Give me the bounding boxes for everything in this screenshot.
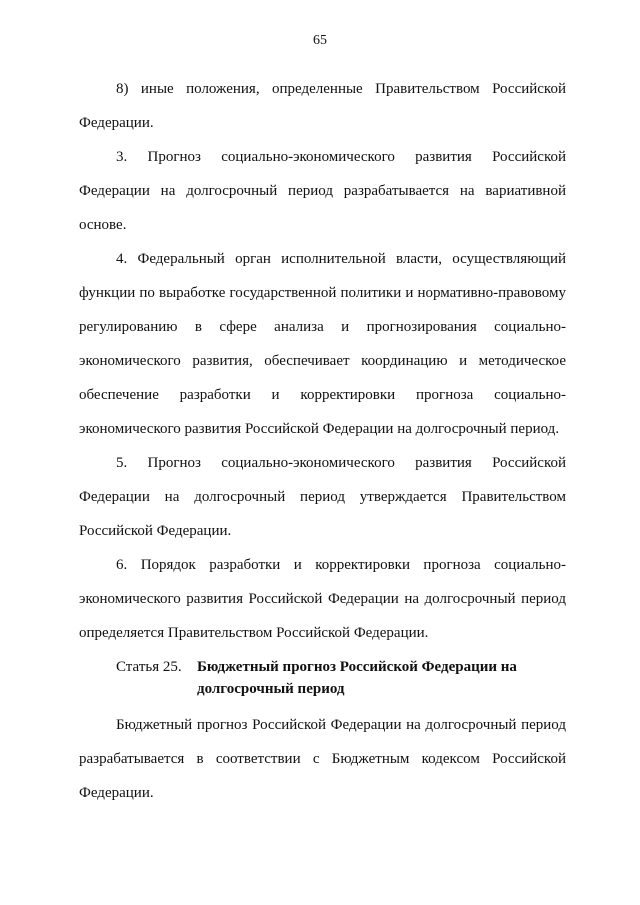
- paragraph-item-8: 8) иные положения, определенные Правительством Российской Федерации.: [79, 81, 566, 131]
- article-label: Статья 25.: [116, 659, 182, 675]
- paragraph-article-25: Бюджетный прогноз Российской Федерации на долгосрочный период разрабатывается в соответствии с Бюджетным кодексом Российской Федерации.: [79, 717, 566, 801]
- paragraph-clause-5: 5. Прогноз социально-экономического развития Российской Федерации на долгосрочный период утверждается Правительством Российской Федерации.: [79, 455, 566, 539]
- article-title: Бюджетный прогноз Российской Федерации на долгосрочный период: [197, 659, 517, 697]
- page-content: [79, 72, 566, 810]
- paragraph-clause-4: 4. Федеральный орган исполнительной власти, осуществляющий функции по выработке государственной политики и нормативно-правовому регулированию в сфере анализа и прогнозирования социально-экономического развития, обеспечивает координацию и методическое обеспечение разработки и корректировки прогноза социально-экономического развития Российской Федерации на долгосрочный период.: [79, 251, 566, 437]
- page-number: 65: [313, 33, 327, 48]
- article-heading: [79, 650, 566, 708]
- paragraph-clause-6: 6. Порядок разработки и корректировки прогноза социально-экономического развития Российской Федерации на долгосрочный период определяется Правительством Российской Федерации.: [79, 557, 566, 641]
- paragraph-clause-3: 3. Прогноз социально-экономического развития Российской Федерации на долгосрочный период разрабатывается на вариативной основе.: [79, 149, 566, 233]
